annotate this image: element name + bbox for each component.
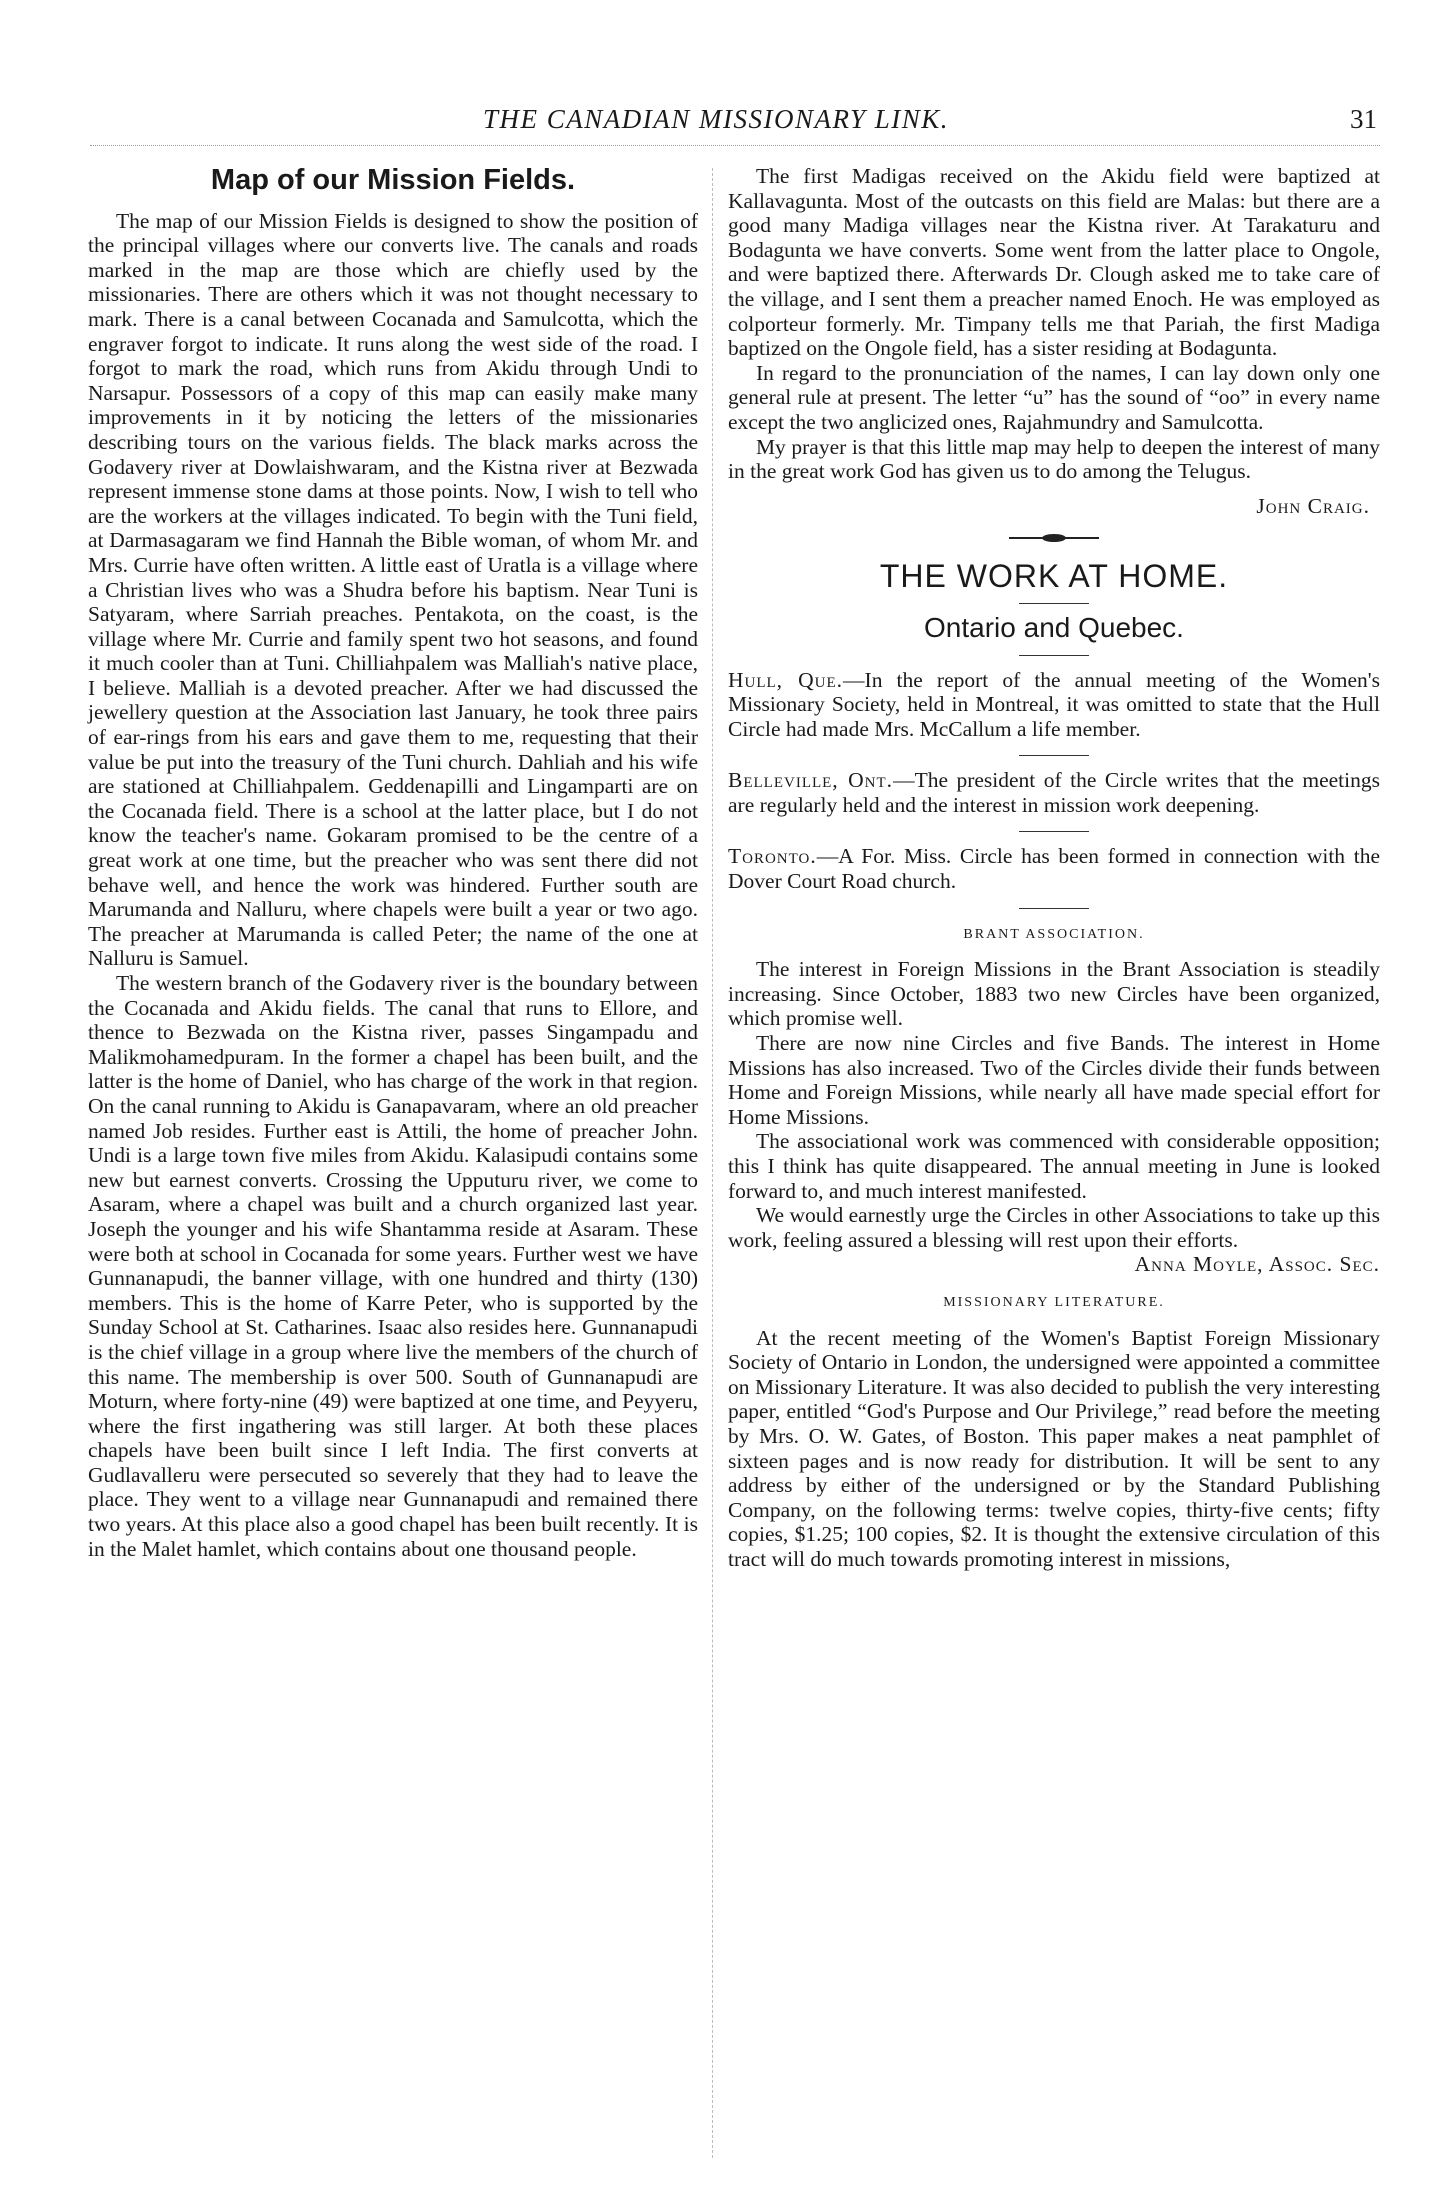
article-paragraph: The associational work was commenced with considerable opposition; this I think has quite disappeared. The annual meeting in June is looked forward to, and much interest manifested. [728,1129,1380,1203]
rule [1019,755,1089,756]
page-number: 31 [1350,104,1377,134]
brant-heading: BRANT ASSOCIATION. [963,926,1145,942]
column-divider [712,168,713,2158]
header-rule [90,145,1380,146]
note-text: —In the report of the annual meeting of the Women's Missionary Society, held in Montreal, it was omitted to state that the Hull Circle had made Mrs. McCallum a life member. [728,667,1380,741]
article-paragraph: At the recent meeting of the Women's Baptist Foreign Missionary Society of Ontario in London, the undersigned were appointed a committee on Missionary Literature. It was also decided to publish the very interesting paper, entitled “God's Purpose and Our Privilege,” read before the meeting by Mrs. O. W. Gates, of Boston. This paper makes a neat pamphlet of sixteen pages and is now ready for distribution. It will be sent to any address by either of the undersigned or by the Standard Publishing Company, on the following terms: twelve copies, thirty-five cents; fifty copies, $1.25; 100 copies, $2. It is thought the extensive circulation of this tract will do much towards promoting interest in missions, [728,1325,1380,1571]
author-signature: John Craig. [1256,493,1370,518]
article-paragraph: The interest in Foreign Missions in the Brant Association is steadily increasing. Since October, 1883 two new Circles have been organized, which promise well. [728,957,1380,1031]
rule [1019,603,1089,604]
article-title-map: Map of our Mission Fields. [210,164,576,196]
article-paragraph: There are now nine Circles and five Bands. The interest in Home Missions has also increased. Two of the Circles divide their funds between Home and Foreign Missions, while nearly all have made special effort for Home Missions. [728,1031,1380,1129]
article-paragraph: The map of our Mission Fields is designed to show the position of the principal villages where our converts live. The canals and roads marked in the map are those which are chiefly used by the missionaries. There are others which it was not thought necessary to mark. There is a canal between Cocanada and Samulcotta, which the engraver forgot to indicate. It runs along the west side of the road. I forgot to mark the road, which runs from Akidu through Undi to Narsapur. Possessors of a copy of this map can easily make many improvements in it by noticing the letters of the missionaries describing tours on the various fields. The black marks across the Godavery river at Dowlaishwaram, and the Kistna river at Bezwada represent immense stone dams at those points. Now, I wish to tell who are the workers at the villages indicated. To begin with the Tuni field, at Darmasagaram we find Hannah the Bible woman, of whom Mr. and Mrs. Currie have often written. A little east of Uratla is a village where a Christian lives who was a Shudra before his baptism. Near Tuni is Satyaram, where Sarriah preaches. Pentakota, on the coast, is the village where Mr. Currie and family spent two hot seasons, and found it much cooler than at Tuni. Chilliahpalem was Malliah's native place, I believe. Malliah is a devoted preacher. After we had discussed the jewellery question at the Association last January, he took three pairs of ear-rings from his ears and gave them to me, requesting that their value be put into the treasury of the Tuni church. Dahliah and his wife are stationed at Chilliahpalem. Geddenapilli and Lingamparti are on the Cocanada field. There is a school at the latter place, but I do not know the teacher's name. Gokaram promised to be the centre of a great work at one time, but the preacher who was sent there did not behave well, and hence the work was hindered. Further south are Marumanda and Nalluru, where chapels were built a year or two ago. The preacher at Marumanda is called Peter; the name of the one at Nalluru is Samuel. [88,208,698,971]
note-place: Toronto. [728,844,817,869]
section-ornament [1009,534,1099,542]
note-text: —A For. Miss. Circle has been formed in connection with the Dover Court Road church. [728,844,1380,894]
brant-signature: Anna Moyle, Assoc. Sec. [1134,1252,1380,1277]
right-column [728,164,1380,1572]
article-paragraph: The first Madigas received on the Akidu field were baptized at Kallavagunta. Most of the outcasts on this field are Malas: but there are a good many Madiga villages near the Kistna river. At Tarakaturu and Bodagunta we have converts. Some went from the latter place to Ongole, and were baptized there. Afterwards Dr. Clough asked me to take care of the village, and I sent them a preacher named Enoch. He was employed as colporteur formerly. Mr. Timpany tells me that Pariah, the first Madiga baptized on the Ongole field, has a sister residing at Bodagunta. [728,164,1380,361]
article-paragraph: My prayer is that this little map may help to deepen the interest of many in the great work God has given us to do among the Telugus. [728,434,1380,484]
news-note [728,668,1380,742]
article-paragraph [728,1203,1380,1277]
news-note [728,768,1380,817]
literature-heading: MISSIONARY LITERATURE. [943,1294,1165,1310]
note-place: Belleville, Ont. [728,768,894,793]
left-column [88,164,698,1561]
rule [1019,655,1089,656]
article-paragraph: The western branch of the Godavery river is the boundary between the Cocanada and Akidu fields. The canal that runs to Ellore, and thence to Bezwada on the Kistna river, passes Singampadu and Malikmohamedpuram. In the former a chapel has been built, and the latter is the home of Daniel, who has charge of the work in that region. On the canal running to Akidu is Ganapavaram, where an old preacher named Job resides. Further east is Attili, the home of preacher John. Undi is a large town five miles from Akidu. Kalasipudi contains some new but earnest converts. Crossing the Upputuru river, we come to Asaram, where a chapel was built and a church organized last year. Joseph the younger and his wife Shantamma reside at Asaram. These were both at school in Cocanada for some years. Further west we have Gunnanapudi, the banner village, with one hundred and thirty (130) members. This is the home of Karre Peter, who is supported by the Sunday School at St. Catharines. Isaac also resides here. Gunnanapudi is the chief village in a group where live the members of the church of this name. The membership is over 500. South of Gunnanapudi are Moturn, where forty-nine (49) were baptized at one time, and Peyyeru, where the first ingathering was still larger. At both these places chapels have been built since I left India. The first converts at Gudlavalleru were persecuted so severely that they had to leave the place. They went to a village near Gunnanapudi and remained there two years. At this place also a good chapel has been built recently. It is in the Malet hamlet, which contains about one thousand people. [88,971,698,1561]
note-text: —The president of the Circle writes that the meetings are regularly held and the interest in mission work deepening. [728,768,1380,817]
note-place: Hull, Que. [728,667,844,692]
article-paragraph: In regard to the pronunciation of the names, I can lay down only one general rule at present. The letter “u” has the sound of “oo” in every name except the two anglicized ones, Rajahmundry and Samulcotta. [728,360,1380,434]
section-title: THE WORK AT HOME. [879,558,1229,595]
running-header-title: THE CANADIAN MISSIONARY LINK. [482,104,950,134]
section-subtitle: Ontario and Quebec. [924,611,1184,643]
rule [1019,908,1089,909]
paragraph-text: We would earnestly urge the Circles in other Associations to take up this work, feeling assured a blessing will rest upon their efforts. [728,1203,1380,1252]
news-note [728,844,1380,893]
rule [1019,831,1089,832]
